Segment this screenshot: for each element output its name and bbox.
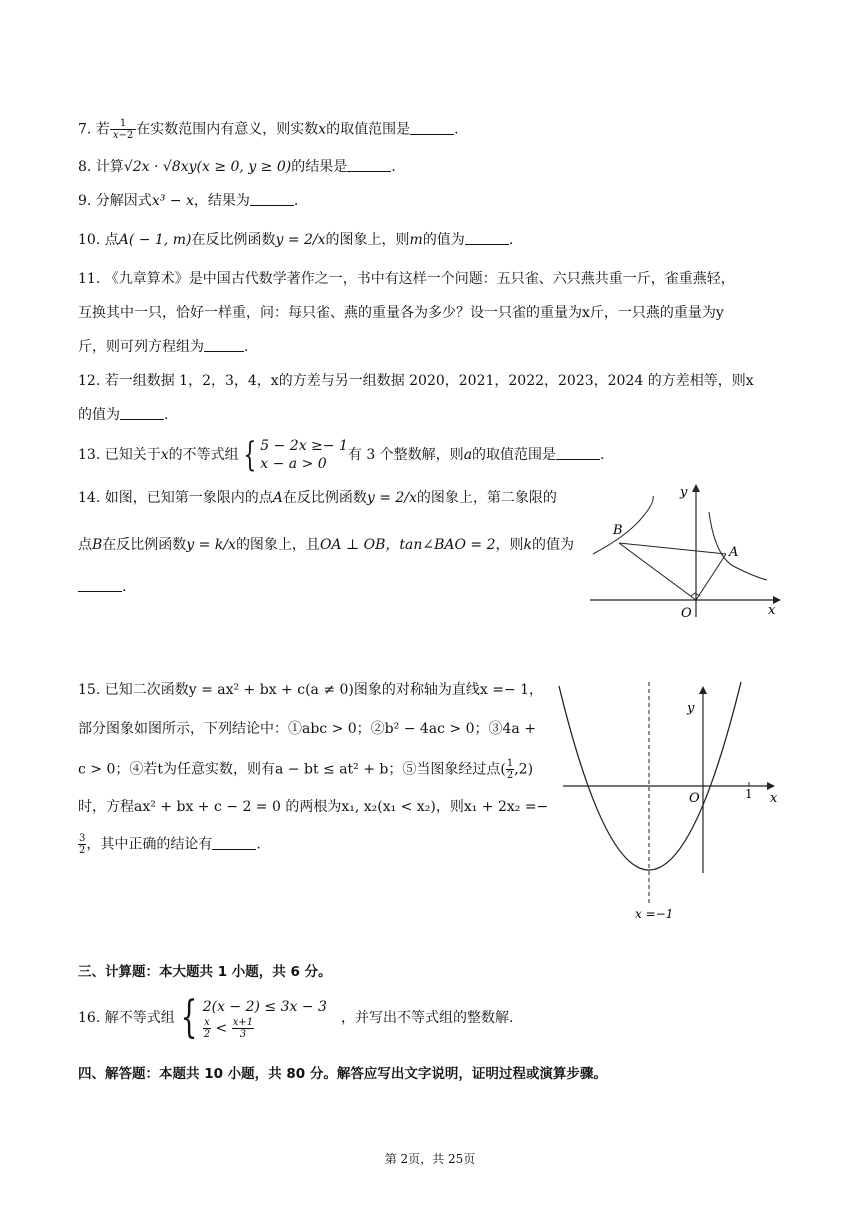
label-x: x (768, 603, 776, 618)
answer-blank (120, 405, 164, 420)
answer-blank (78, 577, 122, 592)
figure-15 (555, 678, 795, 928)
answer-blank (556, 445, 600, 460)
q9-prefix: 9. 分解因式 (78, 193, 152, 209)
segment-bo (619, 543, 696, 600)
label-y: y (680, 485, 688, 500)
answer-blank (212, 835, 256, 850)
q10-text-post2: 的值为 (422, 232, 465, 248)
q14-point-b: B (92, 537, 103, 553)
q13-text: 的不等式组 (168, 447, 239, 463)
label-o: O (681, 606, 692, 621)
q12-end: . (164, 407, 169, 423)
question-15-line-2: 部分图象如图所示，下列结论中：①abc > 0；②b² − 4ac > 0；③4a + (78, 721, 536, 737)
q13-text-post2: 的取值范围是 (472, 447, 557, 463)
q15-text-a: c > 0；④若t为任意实数，则有a − bt ≤ at² + b；⑤当图象经过点( (78, 761, 506, 778)
q15-fraction-half (506, 758, 514, 781)
question-12-line-2 (78, 405, 168, 425)
y-axis-arrow (692, 484, 700, 492)
q15-end: . (256, 836, 261, 853)
parabola (559, 682, 741, 870)
label-symmetry-axis: x =−1 (635, 907, 674, 921)
label-b: B (613, 523, 623, 538)
q16-lhs-den: 2 (203, 1028, 211, 1040)
q14-text-g: ，则 (495, 537, 524, 553)
label-y: y (687, 701, 695, 716)
answer-blank (410, 120, 454, 135)
answer-blank (347, 157, 391, 172)
q7-fraction: $\frac{1}{x-2}$ (110, 118, 136, 141)
q7-prefix: 7. 若 (78, 121, 110, 138)
q13-eq1: 5 − 2x ≥− 1 (260, 438, 348, 454)
q14-text-b: 在反比例函数 (282, 490, 367, 506)
q10-end: . (508, 232, 514, 248)
question-10 (78, 230, 513, 250)
q15-frac2-num: 3 (79, 833, 86, 844)
q12-text: 的值为 (78, 407, 120, 423)
q10-text-post: 的图象上，则 (325, 232, 410, 248)
q8-prefix: 8. 计算 (78, 159, 124, 175)
q13-var2: a (463, 447, 473, 463)
question-15-line-1: 15. 已知二次函数y = ax² + bx + c(a ≠ 0)图象的对称轴为直线x =− 1， (78, 682, 544, 698)
q14-text-d: 点 (78, 537, 92, 553)
segment-ba (619, 543, 726, 554)
q16-rhs-num: x+1 (232, 1016, 254, 1028)
q10-point: A( − 1, m) (118, 232, 192, 248)
q7-text-post: 的取值范围是 (326, 121, 411, 138)
question-8 (78, 157, 396, 177)
q8-text: 的结果是 (291, 159, 348, 175)
q16-eq2 (203, 1017, 327, 1040)
q14-function-1: y = 2/x (366, 490, 417, 506)
q13-brace: { (242, 435, 256, 475)
q15-text-c: ，其中正确的结论有 (86, 836, 213, 853)
q13-var: x (160, 447, 169, 463)
question-7 (78, 118, 459, 141)
q15-frac-den: 2 (506, 770, 514, 781)
q16-eq1: 2(x − 2) ≤ 3x − 3 (202, 998, 327, 1015)
q14-text-c: 的图象上，第二象限的 (416, 490, 557, 506)
question-11-line-2: 互换其中一只，恰好一样重，问：每只雀、燕的重量各为多少？设一只雀的重量为x斤，一只燕的重量为y (78, 305, 724, 321)
q13-text-post: 有 3 个整数解，则 (347, 447, 464, 463)
question-14-line-1 (78, 488, 557, 508)
q16-rhs-den: 3 (239, 1028, 247, 1040)
q15-frac-num: 1 (506, 758, 514, 769)
question-14-line-2 (78, 535, 574, 555)
q16-system (203, 997, 327, 1040)
q13-system (260, 437, 348, 473)
q13-eq2: x − a > 0 (260, 456, 327, 472)
question-16 (78, 992, 514, 1043)
q9-text: ，结果为 (193, 193, 250, 209)
q14-text: 14. 如图，已知第一象限内的点 (78, 490, 273, 506)
q13-end: . (600, 447, 605, 463)
q8-expression: √2x · √8xy(x ≥ 0, y ≥ 0) (123, 159, 292, 175)
q7-text: 在实数范围内有意义，则实数 (136, 121, 319, 138)
question-11-line-1: 11. 《九章算术》是中国古代数学著作之一，书中有这样一个问题：五只雀、六只燕共重一斤，雀重燕轻， (78, 271, 735, 287)
q14-text-f: 的图象上，且 (235, 537, 320, 553)
q14-function-2: y = k/x (186, 537, 236, 553)
question-14-line-3 (78, 577, 126, 597)
label-a: A (729, 545, 739, 560)
question-11-line-3 (78, 337, 248, 357)
q9-end: . (293, 193, 299, 209)
q15-text-b: ,2) (514, 761, 534, 778)
q16-prefix: 16. 解不等式组 (78, 1010, 175, 1026)
q11-end: . (244, 339, 249, 355)
question-9 (78, 191, 298, 211)
q8-end: . (391, 159, 396, 175)
q14-condition: OA ⊥ OB，tan∠BAO = 2 (319, 537, 496, 553)
q14-k: k (523, 537, 532, 553)
q9-expression: x³ − x (151, 193, 194, 209)
q14-text-h: 的值为 (531, 537, 574, 553)
q7-end: . (454, 121, 459, 138)
answer-blank (465, 230, 509, 245)
label-one: 1 (745, 787, 753, 801)
q16-brace: { (180, 992, 198, 1043)
q16-lhs-num: x (204, 1016, 210, 1028)
page-footer: 第 2页，共 25页 (384, 1152, 476, 1166)
q16-op: < (215, 1020, 228, 1036)
q14-text-e: 在反比例函数 (102, 537, 187, 553)
q10-var: m (409, 232, 423, 248)
q14-point-a: A (272, 490, 283, 506)
section-3-heading: 三、计算题：本大题共 1 小题，共 6 分。 (78, 964, 332, 980)
q7-var: x (318, 121, 327, 138)
question-15-line-3 (78, 758, 533, 781)
label-x: x (770, 791, 778, 806)
question-15-line-4: 时，方程ax² + bx + c − 2 = 0 的两根为x₁, x₂(x₁ < x₂)，则x₁ + 2x₂ =− (78, 799, 549, 815)
label-o: O (689, 791, 700, 806)
y-axis-arrow (699, 686, 707, 694)
section-4-heading: 四、解答题：本题共 10 小题，共 80 分。解答应写出文字说明，证明过程或演算步骤。 (78, 1066, 607, 1082)
q10-prefix: 10. 点 (78, 232, 119, 248)
q10-function: y = 2/x (275, 232, 326, 248)
question-13 (78, 437, 605, 473)
q11-text: 斤，则可列方程组为 (78, 339, 204, 355)
question-15-line-5 (78, 833, 261, 856)
q16-text: ，并写出不等式组的整数解. (340, 1010, 514, 1026)
segment-ao (696, 554, 726, 600)
question-12-line-1: 12. 若一组数据 1，2，3，4，x的方差与另一组数据 2020，2021，2022，2023，2024 的方差相等，则x (78, 373, 754, 389)
figure-14 (585, 482, 785, 622)
q14-end: . (122, 579, 127, 595)
answer-blank (204, 337, 244, 352)
q15-frac2-den: 2 (79, 845, 86, 856)
x-axis-arrow (767, 782, 775, 790)
answer-blank (250, 191, 294, 206)
q10-text: 在反比例函数 (191, 232, 276, 248)
q13-prefix: 13. 已知关于 (78, 447, 161, 463)
